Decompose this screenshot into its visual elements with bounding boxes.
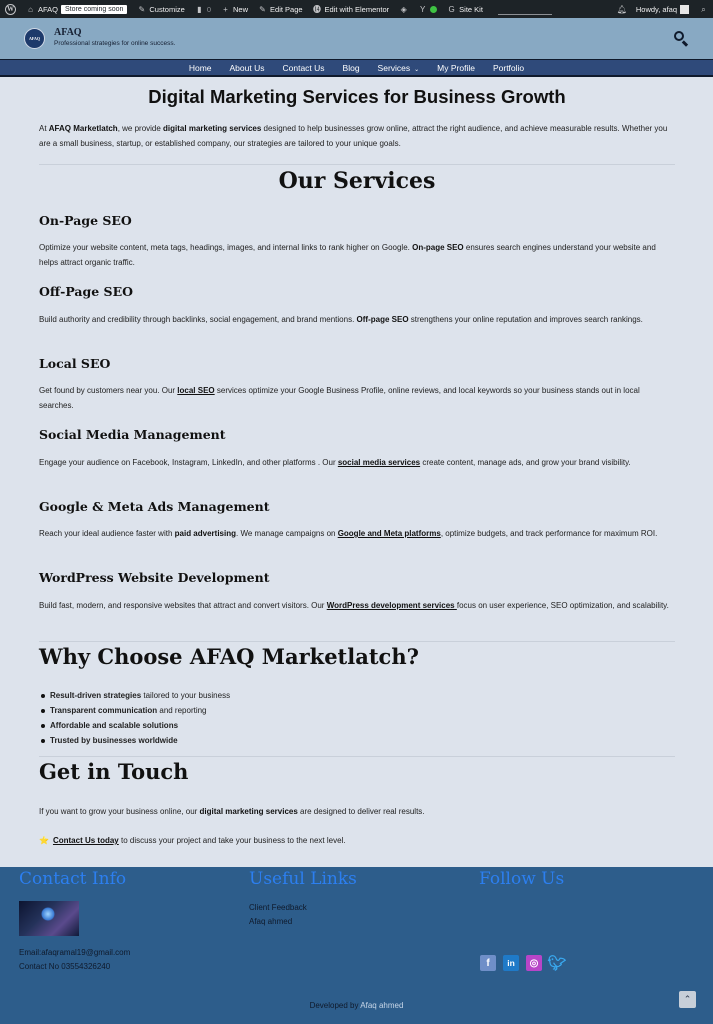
instagram-icon[interactable]: ◎	[526, 955, 542, 971]
admin-search-input[interactable]	[498, 4, 552, 15]
admin-bar	[0, 0, 713, 18]
footer-credit: Developed by Afaq ahmed	[309, 1001, 404, 1010]
nav-home[interactable]: Home	[188, 62, 212, 73]
social-media-link[interactable]: social media services	[337, 458, 421, 467]
nav-about-us[interactable]: About Us	[229, 62, 265, 73]
google-icon: G	[448, 4, 455, 14]
header-search-button[interactable]	[672, 29, 690, 47]
social-media-text: Engage your audience on Facebook, Instagram, LinkedIn, and other platforms . Our social media services create content, manage ads, and grow your brand visibility.	[39, 458, 631, 467]
site-title[interactable]: AFAQ	[54, 27, 82, 38]
nav-blog[interactable]: Blog	[342, 62, 360, 73]
store-status-badge[interactable]: Store coming soon	[61, 5, 127, 14]
new-content-link[interactable]: + New	[216, 0, 253, 18]
list-item: Affordable and scalable solutions	[39, 718, 230, 733]
list-item: Result-driven strategies tailored to your business	[39, 688, 230, 703]
client-feedback-link[interactable]: Client Feedback	[249, 903, 307, 912]
comments-link[interactable]: ▮ 0	[190, 0, 216, 18]
contact-info-heading: Contact Info	[19, 869, 127, 889]
diamond-plugin-button[interactable]	[394, 0, 413, 18]
get-in-touch-heading: Get in Touch	[39, 759, 189, 784]
elementor-icon: ⓮	[313, 4, 322, 14]
search-icon	[674, 31, 684, 41]
comment-icon: ▮	[197, 4, 202, 14]
facebook-icon[interactable]: f	[480, 955, 496, 971]
site-logo[interactable]: AFAQ	[24, 28, 45, 49]
site-footer	[0, 867, 713, 1024]
intro-paragraph: At AFAQ Marketlatch, we provide digital marketing services designed to help businesses grow online, attract the right audience, and achieve measurable results. Whether you are a small business, startup, or established company, our strategies are tailored to your unique goals.	[39, 124, 668, 148]
onpage-seo-text: Optimize your website content, meta tags, headings, images, and internal links to rank higher on Google. On-page SEO ensures search engines understand your website and helps attract organic traffic.	[39, 243, 656, 267]
pencil-icon: ✎	[259, 4, 266, 14]
social-media-heading: Social Media Management	[39, 427, 226, 442]
site-header	[0, 18, 713, 59]
nav-portfolio[interactable]: Portfolio	[492, 62, 525, 73]
nav-contact-us[interactable]: Contact Us	[282, 62, 325, 73]
ads-text: Reach your ideal audience faster with paid advertising. We manage campaigns on Google and Meta platforms, optimize budgets, and track performance for maximum ROI.	[39, 529, 658, 538]
nav-my-profile[interactable]: My Profile	[437, 62, 475, 73]
local-seo-heading: Local SEO	[39, 356, 111, 371]
edit-page-link[interactable]: ✎ Edit Page	[259, 4, 303, 14]
plus-icon: +	[223, 4, 228, 14]
ads-heading: Google & Meta Ads Management	[39, 499, 270, 514]
avatar	[680, 5, 689, 14]
footer-image	[19, 901, 79, 936]
wordpress-logo-button[interactable]	[0, 0, 21, 18]
star-icon: ⭐	[39, 836, 49, 845]
site-tagline: Professional strategies for online success.	[54, 40, 176, 47]
chevron-up-icon: ⌃	[683, 994, 692, 1004]
list-item: Transparent communication and reporting	[39, 703, 230, 718]
why-choose-heading: Why Choose AFAQ Marketlatch?	[39, 644, 419, 669]
home-icon: ⌂	[28, 4, 33, 14]
wordpress-heading: WordPress Website Development	[39, 570, 270, 585]
status-dot-icon	[430, 6, 437, 13]
footer-phone: Contact No 03554326240	[19, 962, 111, 971]
yoast-button[interactable]	[413, 0, 442, 18]
yoast-icon: Y	[420, 4, 426, 14]
credit-link[interactable]: Afaq ahmed	[360, 1001, 404, 1010]
contact-us-today-link[interactable]: Contact Us today	[52, 836, 119, 845]
brush-icon: ✎	[138, 4, 146, 14]
site-kit-link[interactable]: G Site Kit	[448, 4, 483, 14]
google-meta-link[interactable]: Google and Meta platforms	[337, 529, 441, 538]
services-heading: Our Services	[278, 168, 436, 194]
divider	[39, 641, 675, 642]
why-choose-list	[39, 688, 230, 748]
account-menu[interactable]: Howdy, afaq	[631, 0, 694, 18]
wordpress-services-link[interactable]: WordPress development services	[326, 601, 457, 610]
offpage-seo-heading: Off-Page SEO	[39, 284, 133, 299]
divider	[39, 164, 675, 165]
customize-link[interactable]: ✎ Customize	[138, 4, 185, 14]
useful-links-heading: Useful Links	[249, 869, 357, 889]
bell-icon: 🔔︎	[616, 4, 628, 14]
local-seo-link[interactable]: local SEO	[177, 386, 215, 395]
search-icon: ⌕	[701, 4, 706, 14]
diamond-icon: ◈	[400, 4, 407, 14]
edit-elementor-link[interactable]: ⓮ Edit with Elementor	[313, 4, 390, 14]
divider	[39, 756, 675, 757]
chevron-down-icon: ⌄	[414, 66, 420, 73]
offpage-seo-text: Build authority and credibility through backlinks, social engagement, and brand mentions. Off-page SEO strengthens your online reputation and improves search rankings.	[39, 315, 643, 324]
wordpress-text: Build fast, modern, and responsive websites that attract and convert visitors. Our WordPress development services focus on user experience, SEO optimization, and scalability.	[39, 601, 669, 610]
notifications-button[interactable]	[612, 0, 631, 18]
linkedin-icon[interactable]: in	[503, 955, 519, 971]
local-seo-text: Get found by customers near you. Our local SEO services optimize your Google Business Profile, online reviews, and local keywords so your business stands out in local searches.	[39, 386, 640, 410]
social-links	[480, 955, 565, 971]
admin-search-button[interactable]	[694, 0, 713, 18]
afaq-ahmed-link[interactable]: Afaq ahmed	[249, 917, 293, 926]
page-title: Digital Marketing Services for Business Growth	[148, 86, 566, 107]
contact-cta: ⭐ Contact Us today to discuss your project and take your business to the next level.	[39, 836, 346, 845]
site-name-link[interactable]: ⌂ AFAQ Store coming soon	[21, 0, 132, 18]
primary-navigation	[0, 59, 713, 77]
get-in-touch-text: If you want to grow your business online, our digital marketing services are designed to deliver real results.	[39, 807, 425, 816]
twitter-icon[interactable]: 🐦︎	[547, 955, 567, 972]
follow-us-heading: Follow Us	[479, 869, 565, 889]
footer-email: Email:afaqramal19@gmail.com	[19, 948, 131, 957]
nav-services[interactable]: Services ⌄	[377, 62, 420, 73]
onpage-seo-heading: On-Page SEO	[39, 213, 132, 228]
list-item: Trusted by businesses worldwide	[39, 733, 230, 748]
wordpress-icon: W	[7, 4, 14, 13]
